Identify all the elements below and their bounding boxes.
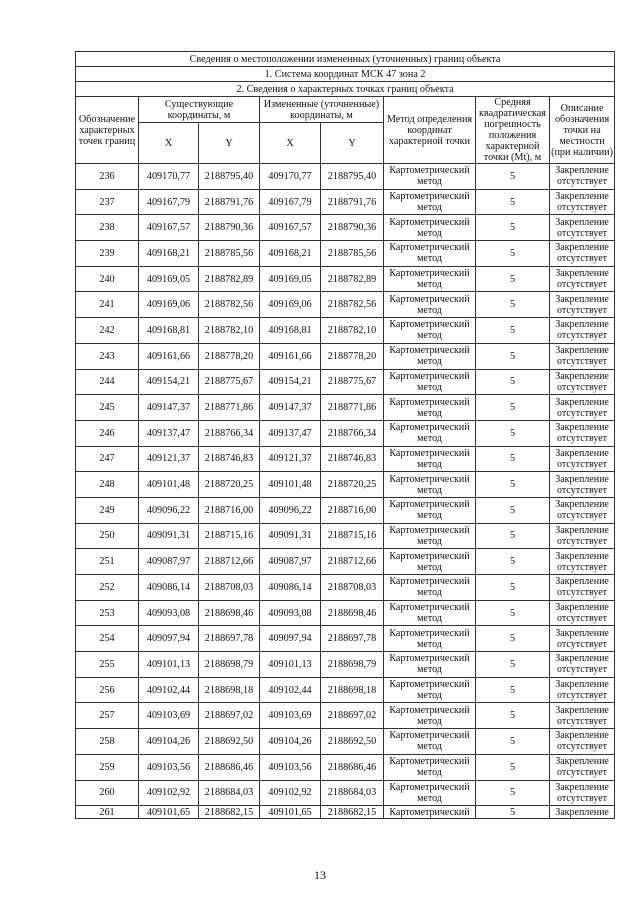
y-changed-cell: 2188782,56 xyxy=(321,292,384,318)
error-cell: 5 xyxy=(476,292,550,318)
y-existing-cell: 2188684,03 xyxy=(199,780,260,806)
error-cell: 5 xyxy=(476,266,550,292)
error-cell: 5 xyxy=(476,343,550,369)
y-changed-cell: 2188715,16 xyxy=(321,523,384,549)
point-number-cell: 249 xyxy=(76,497,139,523)
description-cell: Закрепление отсутствует xyxy=(550,369,615,395)
table-row xyxy=(76,343,615,369)
table-row xyxy=(76,395,615,421)
x-existing-cell: 409168,21 xyxy=(139,241,199,267)
col-y-changed: Y xyxy=(321,123,384,164)
y-existing-cell: 2188686,46 xyxy=(199,754,260,780)
table-row xyxy=(76,420,615,446)
y-existing-cell: 2188766,34 xyxy=(199,420,260,446)
point-number-cell: 256 xyxy=(76,677,139,703)
y-existing-cell: 2188720,25 xyxy=(199,472,260,498)
y-changed-cell: 2188720,25 xyxy=(321,472,384,498)
point-number-cell: 251 xyxy=(76,549,139,575)
method-cell: Картометрический метод xyxy=(384,472,476,498)
y-changed-cell: 2188692,50 xyxy=(321,729,384,755)
y-existing-cell: 2188782,10 xyxy=(199,318,260,344)
x-changed-cell: 409104,26 xyxy=(260,729,321,755)
page-number: 13 xyxy=(314,868,326,882)
point-number-cell: 255 xyxy=(76,652,139,678)
method-cell: Картометрический метод xyxy=(384,729,476,755)
description-cell: Закрепление xyxy=(550,806,615,819)
point-number-cell: 239 xyxy=(76,241,139,267)
table-row xyxy=(76,575,615,601)
method-cell: Картометрический метод xyxy=(384,215,476,241)
table-row xyxy=(76,549,615,575)
y-changed-cell: 2188766,34 xyxy=(321,420,384,446)
table-row xyxy=(76,652,615,678)
x-existing-cell: 409101,13 xyxy=(139,652,199,678)
table-row xyxy=(76,703,615,729)
y-changed-cell: 2188698,18 xyxy=(321,677,384,703)
x-existing-cell: 409167,79 xyxy=(139,189,199,215)
x-changed-cell: 409102,92 xyxy=(260,780,321,806)
x-changed-cell: 409101,48 xyxy=(260,472,321,498)
table-row xyxy=(76,729,615,755)
y-changed-cell: 2188716,00 xyxy=(321,497,384,523)
error-cell: 5 xyxy=(476,395,550,421)
error-cell: 5 xyxy=(476,523,550,549)
y-changed-cell: 2188708,03 xyxy=(321,575,384,601)
table-row xyxy=(76,677,615,703)
error-cell: 5 xyxy=(476,652,550,678)
y-changed-cell: 2188771,86 xyxy=(321,395,384,421)
x-changed-cell: 409086,14 xyxy=(260,575,321,601)
method-cell: Картометрический метод xyxy=(384,369,476,395)
col-changed-header: Измененные (уточненные) координаты, м xyxy=(260,97,384,123)
description-cell: Закрепление отсутствует xyxy=(550,729,615,755)
y-existing-cell: 2188782,56 xyxy=(199,292,260,318)
method-cell: Картометрический метод xyxy=(384,241,476,267)
y-existing-cell: 2188712,66 xyxy=(199,549,260,575)
x-existing-cell: 409097,94 xyxy=(139,626,199,652)
col-y-existing: Y xyxy=(199,123,260,164)
error-cell: 5 xyxy=(476,446,550,472)
table-row xyxy=(76,472,615,498)
y-changed-cell: 2188686,46 xyxy=(321,754,384,780)
method-cell: Картометрический xyxy=(384,806,476,819)
x-existing-cell: 409103,56 xyxy=(139,754,199,780)
error-cell: 5 xyxy=(476,369,550,395)
col-point-header: Обозначение характерных точек границ xyxy=(76,97,139,164)
x-existing-cell: 409167,57 xyxy=(139,215,199,241)
method-cell: Картометрический метод xyxy=(384,292,476,318)
method-cell: Картометрический метод xyxy=(384,780,476,806)
y-existing-cell: 2188791,76 xyxy=(199,189,260,215)
y-changed-cell: 2188782,89 xyxy=(321,266,384,292)
x-existing-cell: 409101,48 xyxy=(139,472,199,498)
description-cell: Закрепление отсутствует xyxy=(550,600,615,626)
error-cell: 5 xyxy=(476,164,550,190)
x-changed-cell: 409102,44 xyxy=(260,677,321,703)
point-number-cell: 236 xyxy=(76,164,139,190)
y-changed-cell: 2188746,83 xyxy=(321,446,384,472)
y-existing-cell: 2188790,36 xyxy=(199,215,260,241)
method-cell: Картометрический метод xyxy=(384,318,476,344)
table-row xyxy=(76,241,615,267)
description-cell: Закрепление отсутствует xyxy=(550,626,615,652)
x-existing-cell: 409101,65 xyxy=(139,806,199,819)
x-existing-cell: 409154,21 xyxy=(139,369,199,395)
description-cell: Закрепление отсутствует xyxy=(550,241,615,267)
y-changed-cell: 2188712,66 xyxy=(321,549,384,575)
method-cell: Картометрический метод xyxy=(384,497,476,523)
method-cell: Картометрический метод xyxy=(384,266,476,292)
table-row xyxy=(76,189,615,215)
y-existing-cell: 2188708,03 xyxy=(199,575,260,601)
y-changed-cell: 2188697,02 xyxy=(321,703,384,729)
x-existing-cell: 409147,37 xyxy=(139,395,199,421)
error-cell: 5 xyxy=(476,677,550,703)
method-cell: Картометрический метод xyxy=(384,420,476,446)
point-number-cell: 257 xyxy=(76,703,139,729)
table-row xyxy=(76,318,615,344)
error-cell: 5 xyxy=(476,420,550,446)
col-x-existing: X xyxy=(139,123,199,164)
description-cell: Закрепление отсутствует xyxy=(550,754,615,780)
x-existing-cell: 409087,97 xyxy=(139,549,199,575)
point-number-cell: 238 xyxy=(76,215,139,241)
table-title: Сведения о местоположении измененных (уточненных) границ объекта xyxy=(76,52,615,67)
col-existing-header: Существующие координаты, м xyxy=(139,97,260,123)
y-existing-cell: 2188782,89 xyxy=(199,266,260,292)
y-existing-cell: 2188698,46 xyxy=(199,600,260,626)
table-row xyxy=(76,806,615,819)
error-cell: 5 xyxy=(476,806,550,819)
description-cell: Закрепление отсутствует xyxy=(550,497,615,523)
point-number-cell: 247 xyxy=(76,446,139,472)
point-number-cell: 254 xyxy=(76,626,139,652)
x-changed-cell: 409168,21 xyxy=(260,241,321,267)
col-error-header: Средняя квадратическая погрешность положения характерной точки (Mt), м xyxy=(476,97,550,164)
method-cell: Картометрический метод xyxy=(384,549,476,575)
error-cell: 5 xyxy=(476,754,550,780)
y-existing-cell: 2188795,40 xyxy=(199,164,260,190)
description-cell: Закрепление отсутствует xyxy=(550,523,615,549)
table-row xyxy=(76,369,615,395)
description-cell: Закрепление отсутствует xyxy=(550,318,615,344)
x-existing-cell: 409102,92 xyxy=(139,780,199,806)
method-cell: Картометрический метод xyxy=(384,703,476,729)
y-changed-cell: 2188782,10 xyxy=(321,318,384,344)
x-changed-cell: 409161,66 xyxy=(260,343,321,369)
description-cell: Закрепление отсутствует xyxy=(550,395,615,421)
table-row xyxy=(76,754,615,780)
description-cell: Закрепление отсутствует xyxy=(550,472,615,498)
method-cell: Картометрический метод xyxy=(384,395,476,421)
description-cell: Закрепление отсутствует xyxy=(550,189,615,215)
method-cell: Картометрический метод xyxy=(384,652,476,678)
x-changed-cell: 409170,77 xyxy=(260,164,321,190)
x-existing-cell: 409093,08 xyxy=(139,600,199,626)
point-number-cell: 248 xyxy=(76,472,139,498)
x-changed-cell: 409093,08 xyxy=(260,600,321,626)
method-cell: Картометрический метод xyxy=(384,446,476,472)
point-number-cell: 252 xyxy=(76,575,139,601)
x-existing-cell: 409102,44 xyxy=(139,677,199,703)
x-existing-cell: 409169,06 xyxy=(139,292,199,318)
y-existing-cell: 2188698,79 xyxy=(199,652,260,678)
description-cell: Закрепление отсутствует xyxy=(550,652,615,678)
x-existing-cell: 409137,47 xyxy=(139,420,199,446)
table-row xyxy=(76,215,615,241)
error-cell: 5 xyxy=(476,703,550,729)
point-number-cell: 253 xyxy=(76,600,139,626)
error-cell: 5 xyxy=(476,575,550,601)
point-number-cell: 241 xyxy=(76,292,139,318)
error-cell: 5 xyxy=(476,318,550,344)
point-number-cell: 242 xyxy=(76,318,139,344)
y-existing-cell: 2188697,02 xyxy=(199,703,260,729)
description-cell: Закрепление отсутствует xyxy=(550,343,615,369)
col-x-changed: X xyxy=(260,123,321,164)
y-changed-cell: 2188682,15 xyxy=(321,806,384,819)
x-existing-cell: 409161,66 xyxy=(139,343,199,369)
x-changed-cell: 409097,94 xyxy=(260,626,321,652)
error-cell: 5 xyxy=(476,497,550,523)
x-changed-cell: 409091,31 xyxy=(260,523,321,549)
point-number-cell: 244 xyxy=(76,369,139,395)
y-existing-cell: 2188692,50 xyxy=(199,729,260,755)
description-cell: Закрепление отсутствует xyxy=(550,266,615,292)
x-changed-cell: 409101,65 xyxy=(260,806,321,819)
error-cell: 5 xyxy=(476,626,550,652)
table-row xyxy=(76,523,615,549)
point-number-cell: 260 xyxy=(76,780,139,806)
error-cell: 5 xyxy=(476,215,550,241)
description-cell: Закрепление отсутствует xyxy=(550,780,615,806)
error-cell: 5 xyxy=(476,241,550,267)
x-existing-cell: 409104,26 xyxy=(139,729,199,755)
y-changed-cell: 2188795,40 xyxy=(321,164,384,190)
error-cell: 5 xyxy=(476,780,550,806)
point-number-cell: 246 xyxy=(76,420,139,446)
point-number-cell: 259 xyxy=(76,754,139,780)
table-row xyxy=(76,292,615,318)
x-changed-cell: 409103,56 xyxy=(260,754,321,780)
y-changed-cell: 2188791,76 xyxy=(321,189,384,215)
y-existing-cell: 2188716,00 xyxy=(199,497,260,523)
description-cell: Закрепление отсутствует xyxy=(550,420,615,446)
col-method-header: Метод определения координат характерной точки xyxy=(384,97,476,164)
error-cell: 5 xyxy=(476,729,550,755)
error-cell: 5 xyxy=(476,189,550,215)
y-changed-cell: 2188698,79 xyxy=(321,652,384,678)
y-changed-cell: 2188785,56 xyxy=(321,241,384,267)
point-number-cell: 237 xyxy=(76,189,139,215)
x-existing-cell: 409096,22 xyxy=(139,497,199,523)
col-desc-header: Описание обозначения точки на местности (при наличии) xyxy=(550,97,615,164)
point-number-cell: 250 xyxy=(76,523,139,549)
y-changed-cell: 2188778,20 xyxy=(321,343,384,369)
y-existing-cell: 2188746,83 xyxy=(199,446,260,472)
error-cell: 5 xyxy=(476,472,550,498)
coordinate-system-title: 1. Система координат МСК 47 зона 2 xyxy=(76,67,615,82)
method-cell: Картометрический метод xyxy=(384,164,476,190)
method-cell: Картометрический метод xyxy=(384,523,476,549)
point-number-cell: 240 xyxy=(76,266,139,292)
description-cell: Закрепление отсутствует xyxy=(550,292,615,318)
table-row xyxy=(76,626,615,652)
method-cell: Картометрический метод xyxy=(384,600,476,626)
x-existing-cell: 409091,31 xyxy=(139,523,199,549)
x-changed-cell: 409137,47 xyxy=(260,420,321,446)
description-cell: Закрепление отсутствует xyxy=(550,446,615,472)
x-existing-cell: 409170,77 xyxy=(139,164,199,190)
x-changed-cell: 409121,37 xyxy=(260,446,321,472)
method-cell: Картометрический метод xyxy=(384,754,476,780)
method-cell: Картометрический метод xyxy=(384,575,476,601)
y-existing-cell: 2188682,15 xyxy=(199,806,260,819)
x-changed-cell: 409168,81 xyxy=(260,318,321,344)
y-existing-cell: 2188778,20 xyxy=(199,343,260,369)
x-changed-cell: 409169,06 xyxy=(260,292,321,318)
x-changed-cell: 409096,22 xyxy=(260,497,321,523)
method-cell: Картометрический метод xyxy=(384,677,476,703)
x-existing-cell: 409121,37 xyxy=(139,446,199,472)
description-cell: Закрепление отсутствует xyxy=(550,215,615,241)
method-cell: Картометрический метод xyxy=(384,626,476,652)
y-existing-cell: 2188775,67 xyxy=(199,369,260,395)
y-changed-cell: 2188775,67 xyxy=(321,369,384,395)
point-number-cell: 258 xyxy=(76,729,139,755)
description-cell: Закрепление отсутствует xyxy=(550,164,615,190)
x-existing-cell: 409086,14 xyxy=(139,575,199,601)
y-existing-cell: 2188771,86 xyxy=(199,395,260,421)
error-cell: 5 xyxy=(476,549,550,575)
table-row xyxy=(76,497,615,523)
y-existing-cell: 2188698,18 xyxy=(199,677,260,703)
point-number-cell: 261 xyxy=(76,806,139,819)
description-cell: Закрепление отсутствует xyxy=(550,677,615,703)
x-changed-cell: 409167,57 xyxy=(260,215,321,241)
x-existing-cell: 409169,05 xyxy=(139,266,199,292)
y-changed-cell: 2188790,36 xyxy=(321,215,384,241)
x-changed-cell: 409147,37 xyxy=(260,395,321,421)
description-cell: Закрепление отсутствует xyxy=(550,575,615,601)
table-row xyxy=(76,780,615,806)
table-row xyxy=(76,600,615,626)
x-existing-cell: 409103,69 xyxy=(139,703,199,729)
point-number-cell: 243 xyxy=(76,343,139,369)
description-cell: Закрепление отсутствует xyxy=(550,549,615,575)
coordinates-table xyxy=(75,51,615,819)
y-existing-cell: 2188785,56 xyxy=(199,241,260,267)
x-changed-cell: 409101,13 xyxy=(260,652,321,678)
x-changed-cell: 409169,05 xyxy=(260,266,321,292)
table-row xyxy=(76,446,615,472)
y-existing-cell: 2188715,16 xyxy=(199,523,260,549)
description-cell: Закрепление отсутствует xyxy=(550,703,615,729)
x-changed-cell: 409103,69 xyxy=(260,703,321,729)
x-changed-cell: 409154,21 xyxy=(260,369,321,395)
y-changed-cell: 2188698,46 xyxy=(321,600,384,626)
y-changed-cell: 2188684,03 xyxy=(321,780,384,806)
section-title: 2. Сведения о характерных точках границ объекта xyxy=(76,82,615,97)
x-changed-cell: 409167,79 xyxy=(260,189,321,215)
method-cell: Картометрический метод xyxy=(384,343,476,369)
table-row xyxy=(76,266,615,292)
y-existing-cell: 2188697,78 xyxy=(199,626,260,652)
x-changed-cell: 409087,97 xyxy=(260,549,321,575)
error-cell: 5 xyxy=(476,600,550,626)
x-existing-cell: 409168,81 xyxy=(139,318,199,344)
table-row xyxy=(76,164,615,190)
method-cell: Картометрический метод xyxy=(384,189,476,215)
y-changed-cell: 2188697,78 xyxy=(321,626,384,652)
point-number-cell: 245 xyxy=(76,395,139,421)
